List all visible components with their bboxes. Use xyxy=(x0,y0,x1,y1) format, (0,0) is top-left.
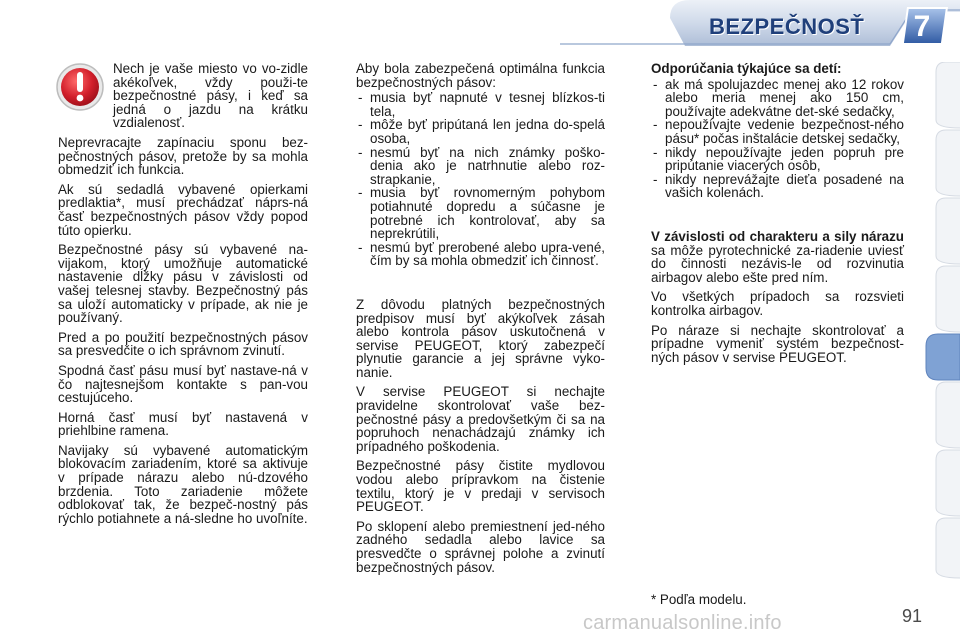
chapter-number: 7 xyxy=(913,10,931,43)
warning-text: Nech je vaše miesto vo vo-zidle akékoľvek, vždy použi-te bezpečnostné pásy, i keď sa jedná o jazdu na krátku vzdialenosť. xyxy=(113,61,308,131)
paragraph: Ak sú sedadlá vybavené opierkami predlaktia*, musí prechádzať náprs-ná časť bezpečnostných pásov vždy popod túto opierku. xyxy=(58,181,308,238)
list-item: - nesmú byť na nich známky poško-denia ako je natrhnutie alebo roz-strapkanie, xyxy=(356,146,605,187)
list-item: - ak má spolujazdec menej ako 12 rokov alebo meria menej ako 150 cm, používajte adekvátne det-ské sedačky, xyxy=(651,78,904,119)
page-number: 91 xyxy=(902,606,923,626)
paragraph: V servise PEUGEOT si nechajte pravidelne skontrolovať vaše bez-pečnostné pásy a predovšetkým či sa na popruhoch nenachádzajú známky ich prípadného poškodenia. xyxy=(356,384,605,454)
airbag-text: sa môže pyrotechnické za-riadenie uviesť do činnosti nezávis-le od rozvinutia airbagov alebo ešte pred ním. xyxy=(651,242,904,285)
watermark: carmanualsonline.info xyxy=(583,612,782,634)
paragraph: Bezpečnostné pásy čistite mydlovou vodou alebo prípravkom na čistenie textilu, ktorý je v predaji v servisoch PEUGEOT. xyxy=(356,458,605,515)
paragraph: Horná časť musí byť nastavená v priehlbine ramena. xyxy=(58,409,308,439)
footnote: * Podľa modelu. xyxy=(651,592,747,607)
airbag-paragraph xyxy=(651,230,904,284)
paragraph: Spodná časť pásu musí byť nastave-ná v čo najtesnejšom kontakte s pan-vou cestujúceho. xyxy=(58,362,308,406)
column-2 xyxy=(356,62,605,580)
exclamation-warning-icon xyxy=(55,62,105,112)
paragraph: Navijaky sú vybavené automatickým blokovacím zariadením, ktoré sa aktivuje v prípade nárazu alebo nú-dzového brzdenia. Toto zariadenie môžete odblokovať tak, že bezpeč-nostný pás rýchlo potiahnete a ná-sledne ho uvoľníte. xyxy=(58,442,308,526)
list-item: - musia byť rovnomerným pohybom potiahnuté dopredu a súčasne je potrebné ich kontrolovať, aby sa neprekrútili, xyxy=(356,186,605,240)
airbag-bold-lead: V závislosti od charakteru a sily nárazu xyxy=(651,228,904,244)
paragraph: Z dôvodu platných bezpečnostných predpisov musí byť akýkoľvek zásah alebo kontrola pásov uskutočnená v servise PEUGEOT, ktorý zabezpečí plynutie garancie a jej správne vyko-nanie. xyxy=(356,296,605,380)
list-item: - môže byť pripútaná len jedna do-spelá osoba, xyxy=(356,118,605,145)
list-item: - nikdy nepoužívajte jeden popruh pre pripútanie viacerých osôb, xyxy=(651,146,904,173)
children-recommendations-list xyxy=(651,78,904,200)
chapter-side-tabs xyxy=(924,62,960,582)
page-title: BEZPEČNOSŤ xyxy=(709,14,865,39)
intro-paragraph: Aby bola zabezpečená optimálna funkcia bezpečnostných pásov: xyxy=(356,61,605,90)
list-item: - nepoužívajte vedenie bezpečnost-ného pásu* počas inštalácie detskej sedačky, xyxy=(651,118,904,145)
paragraph: Neprevracajte zapínaciu sponu bez-pečnostných pásov, pretože by sa mohla obmedziť ich funkcia. xyxy=(58,135,308,178)
list-item: - nesmú byť prerobené alebo upra-vené, čím by sa mohla obmedziť ich činnosť. xyxy=(356,241,605,268)
section-heading: Odporúčania týkajúce sa detí: xyxy=(651,61,842,76)
paragraph: Po náraze si nechajte skontrolovať a prípadne vymeniť systém bezpečnost-ných pásov v servise PEUGEOT. xyxy=(651,322,904,365)
list-item: - nikdy neprevážajte dieťa posadené na vašich kolenách. xyxy=(651,173,904,200)
paragraph: Pred a po použití bezpečnostných pásov sa presvedčite o ich správnom zvinutí. xyxy=(58,329,308,359)
paragraph: Po sklopení alebo premiestnení jed-ného zadného sedadla alebo lavice sa presvedčte o správnej polohe a zvinutí bezpečnostných pásov. xyxy=(356,518,605,575)
requirements-list xyxy=(356,91,605,268)
paragraph: Bezpečnostné pásy sú vybavené na-vijakom, ktorý umožňuje automatické nastavenie dĺžky pásu v závislosti od vašej telesnej stavby. Bezpečnostný pás sa uloží automaticky v prípade, ak nie je používaný. xyxy=(58,242,308,326)
list-item: - musia byť napnuté v tesnej blízkos-ti tela, xyxy=(356,91,605,118)
paragraph: Vo všetkých prípadoch sa rozsvieti kontrolka airbagov. xyxy=(651,289,904,318)
column-1 xyxy=(58,136,308,531)
column-3 xyxy=(651,62,904,370)
